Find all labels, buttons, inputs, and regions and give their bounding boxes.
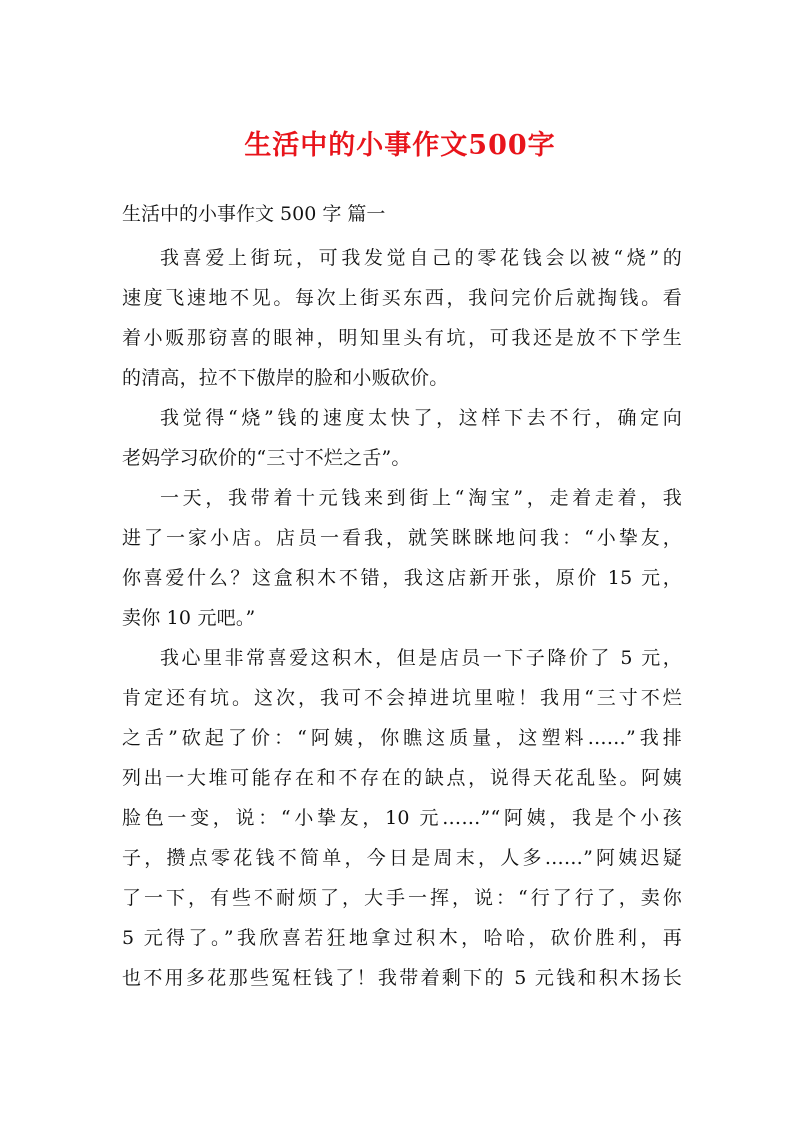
paragraph-line: 速度飞速地不见。每次上街买东西，我问完价后就掏钱。看 (122, 287, 682, 309)
paragraph-4 (122, 638, 682, 998)
article-body (122, 238, 682, 998)
paragraph-line: 你喜爱什么？这盒积木不错，我这店新开张，原价 15 元， (122, 567, 682, 589)
paragraph-line: 卖你 10 元吧。” (122, 607, 256, 629)
paragraph-line: 进了一家小店。店员一看我，就笑眯眯地问我：“小挚友， (122, 527, 682, 549)
paragraph-line: 5 元得了。”我欣喜若狂地拿过积木，哈哈，砍价胜利，再 (122, 927, 682, 949)
paragraph-line: 着小贩那窃喜的眼神，明知里头有坑，可我还是放不下学生 (122, 327, 682, 349)
paragraph-line: 我喜爱上街玩，可我发觉自己的零花钱会以被“烧”的 (160, 247, 682, 269)
section-heading: 生活中的小事作文 500 字 篇一 (122, 203, 386, 225)
paragraph-line: 肯定还有坑。这次，我可不会掉进坑里啦！我用“三寸不烂 (122, 687, 682, 709)
paragraph-line: 我心里非常喜爱这积木，但是店员一下子降价了 5 元， (160, 647, 682, 669)
paragraph-line: 了一下，有些不耐烦了，大手一挥，说：“行了行了，卖你 (122, 887, 682, 909)
paragraph-1 (122, 238, 682, 398)
paragraph-line: 子，攒点零花钱不简单，今日是周末，人多……”阿姨迟疑 (122, 847, 682, 869)
paragraph-line: 也不用多花那些冤枉钱了！我带着剩下的 5 元钱和积木扬长 (122, 967, 682, 989)
paragraph-3 (122, 478, 682, 638)
paragraph-line: 一天，我带着十元钱来到街上“淘宝”，走着走着，我 (160, 487, 682, 509)
paragraph-2 (122, 398, 682, 478)
paragraph-line: 的清高，拉不下傲岸的脸和小贩砍价。 (122, 367, 449, 389)
paragraph-line: 脸色一变，说：“小挚友，10 元……”“阿姨，我是个小孩 (122, 807, 682, 829)
paragraph-line: 之舌”砍起了价：“阿姨，你瞧这质量，这塑料……”我排 (122, 727, 682, 749)
page-title: 生活中的小事作文500字 (244, 130, 556, 161)
paragraph-line: 老妈学习砍价的“三寸不烂之舌”。 (122, 447, 411, 469)
paragraph-line: 我觉得“烧”钱的速度太快了，这样下去不行，确定向 (160, 407, 682, 429)
paragraph-line: 列出一大堆可能存在和不存在的缺点，说得天花乱坠。阿姨 (122, 767, 682, 789)
